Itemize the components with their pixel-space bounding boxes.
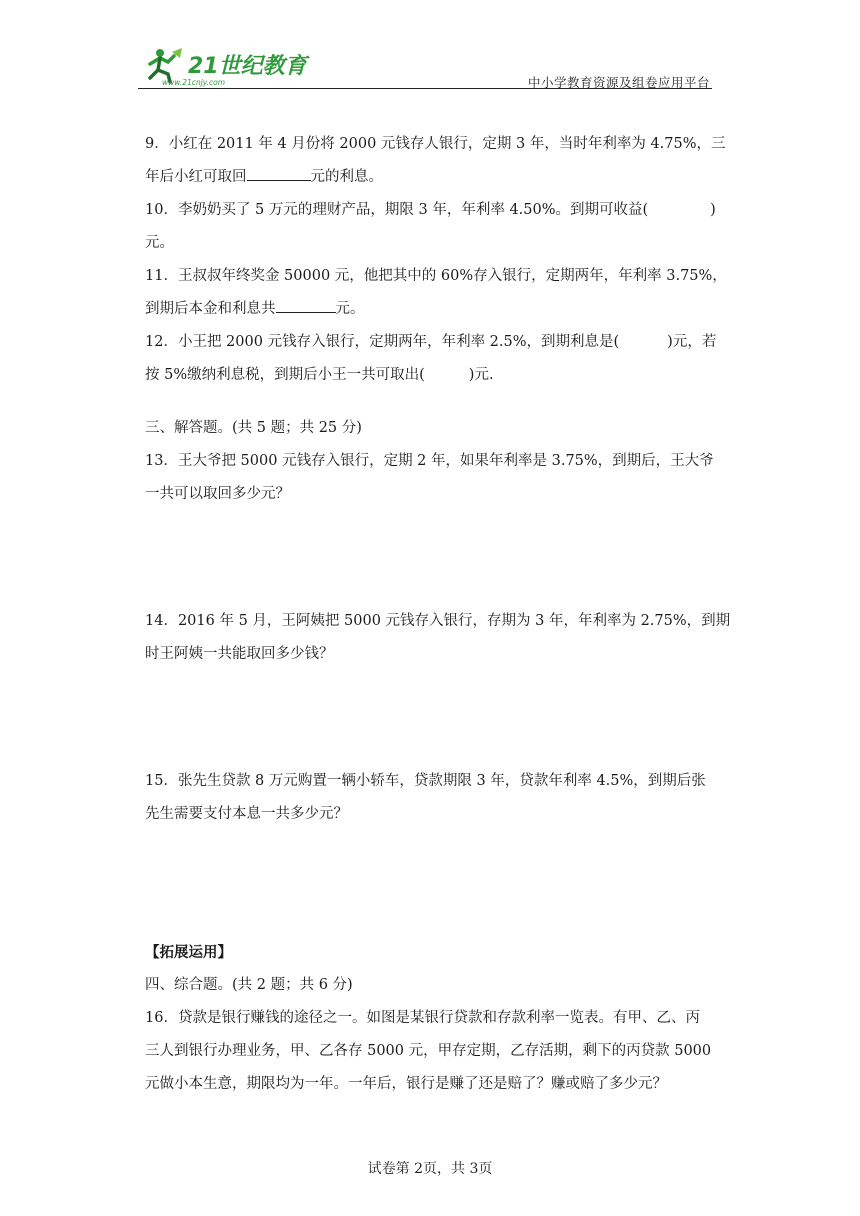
logo-text: 21世纪教育	[188, 54, 307, 79]
page-header	[138, 40, 712, 92]
section-heading: 三、解答题。(共 5 题；共 25 分)	[145, 420, 362, 436]
question-10	[145, 194, 717, 260]
question-text: 元。	[335, 301, 365, 317]
question-14	[145, 605, 731, 671]
logo-url: www.21cnjy.com	[162, 78, 226, 87]
question-text: 到期后本金和利息共	[145, 301, 276, 317]
question-text: 14．2016 年 5 月，王阿姨把 5000 元钱存入银行，存期为 3 年，年利率为 2.75%，到期	[145, 613, 731, 629]
question-text: 按 5%缴纳利息税，到期后小王一共可取出(	[145, 367, 425, 383]
question-text: 元做小本生意，期限均为一年。一年后，银行是赚了还是赔了？赚或赔了多少元？	[145, 1076, 667, 1092]
question-9	[145, 128, 726, 194]
question-text: )元，若	[667, 334, 717, 350]
question-12	[145, 326, 717, 392]
brand-logo	[142, 44, 310, 88]
question-text: 12．小王把 2000 元钱存入银行，定期两年，年利率 2.5%，到期利息是(	[145, 334, 620, 350]
expand-heading: 【拓展运用】	[145, 944, 232, 961]
page-footer: 试卷第 2页，共 3页	[367, 1161, 493, 1177]
runner-logo-icon	[142, 44, 310, 88]
header-rule	[138, 88, 712, 89]
question-text: 三人到银行办理业务，甲、乙各存 5000 元，甲存定期，乙存活期，剩下的丙贷款 5000	[145, 1043, 712, 1059]
question-text: 一共可以取回多少元？	[145, 486, 290, 502]
question-text: 元的利息。	[310, 169, 383, 185]
question-list	[145, 128, 731, 1101]
question-15	[145, 765, 717, 831]
question-text: 元。	[145, 235, 174, 251]
question-16	[145, 1002, 717, 1101]
answer-blank[interactable]	[276, 298, 336, 313]
question-text: 9．小红在 2011 年 4 月份将 2000 元钱存人银行，定期 3 年，当时年利率为 4.75%，三	[145, 136, 726, 152]
question-text: 16．贷款是银行赚钱的途径之一。如图是某银行贷款和存款利率一览表。有甲、乙、丙	[145, 1010, 700, 1026]
platform-name: 中小学教育资源及组卷应用平台	[527, 75, 710, 90]
question-13	[145, 445, 717, 511]
question-text: )	[710, 202, 716, 218]
question-11	[145, 260, 727, 326]
question-text: 年后小红可取回	[145, 169, 247, 185]
question-text: 13．王大爷把 5000 元钱存入银行，定期 2 年，如果年利率是 3.75%，到期后，王大爷	[145, 453, 714, 469]
question-text: 先生需要支付本息一共多少元？	[145, 806, 348, 822]
question-text: 10．李奶奶买了 5 万元的理财产品，期限 3 年，年利率 4.50%。到期可收益(	[145, 202, 649, 218]
question-text: )元.	[468, 367, 494, 383]
question-text: 15．张先生贷款 8 万元购置一辆小轿车，贷款期限 3 年，贷款年利率 4.5%，到期后张	[145, 773, 706, 789]
section-heading: 四、综合题。(共 2 题；共 6 分)	[145, 977, 353, 993]
question-text: 11．王叔叔年终奖金 50000 元，他把其中的 60%存入银行，定期两年，年利率 3.75%，	[145, 268, 727, 284]
answer-blank[interactable]	[247, 166, 311, 181]
question-text: 时王阿姨一共能取回多少钱？	[145, 646, 334, 662]
